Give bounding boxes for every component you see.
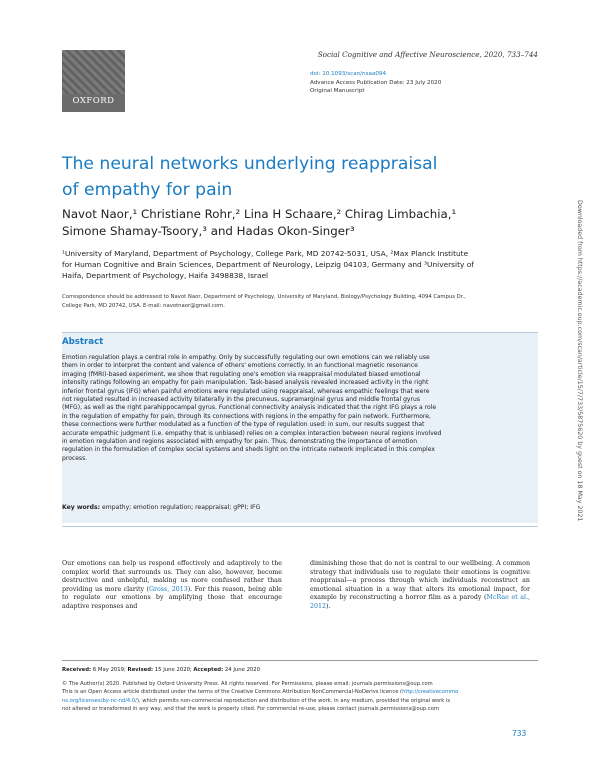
revised-label: Revised: [127, 667, 154, 673]
authors-line-1: Navot Naor,¹ Christiane Rohr,² Lina H Schaare,² Chirag Limbachia,¹ [62, 207, 457, 221]
abstract-line: not regulated resulted in increased activity bilaterally in the precuneus, supramarginal gyrus and middle frontal gyrus [62, 396, 420, 404]
body-text: diminishing those that do not is central to our wellbeing. A [310, 560, 501, 567]
accepted-date: 24 June 2020 [224, 667, 261, 673]
logo-pattern [62, 50, 125, 94]
accepted-label: Accepted: [193, 667, 224, 673]
abstract-line: inferior frontal gyrus (IFG) when painful emotions were regulated using reappraisal, whereas empathic feelings that were [62, 387, 430, 395]
copyright-line: This is an Open Access article distributed under the terms of the Creative Commons Attribution NonCommercial-NoDerivs licence ( [62, 689, 403, 696]
copyright-notice [62, 680, 540, 714]
citation-link-mcrae[interactable]: McRae et al., 2012 [310, 594, 530, 610]
abstract-line: them in order to interpret the content and valence of others' emotions correctly. In an functional magnetic resonance [62, 362, 418, 370]
affiliation-line-1: ¹University of Maryland, Department of Psychology, College Park, MD 20742-5031, USA, ²Max Planck Institute [62, 249, 469, 258]
abstract-heading: Abstract [62, 337, 104, 347]
body-text: emotional impact, for example by reconstructing a horror film [310, 585, 530, 602]
correspondence-line-1: Correspondence should be addressed to Navot Naor, Department of Psychology, University of Maryland, Biology/Psychology Building, 4094 Campus Dr., [62, 294, 466, 300]
journal-citation: Social Cognitive and Affective Neuroscience, 2020, 733–744 [317, 50, 538, 59]
page-number: 733 [512, 729, 527, 738]
abstract-line: process. [62, 454, 88, 462]
logo-text: OXFORD [72, 96, 115, 106]
affiliations [62, 248, 537, 281]
advance-access-date: Advance Access Publication Date: 23 July 2020 [310, 79, 442, 86]
footer-rule [62, 660, 538, 661]
abstract-line: (MFG), as well as the right parahippocampal gyrus. Functional connectivity analysis indicated that the right IFG plays a role [62, 404, 437, 412]
affiliation-line-2: for Human Cognitive and Brain Sciences, Department of Neurology, Leipzig 04103, Germany and ³University of [62, 260, 474, 269]
body-column-2 [310, 560, 530, 612]
abstract-line: Emotion regulation plays a central role in empathy. Only by successfully regulating our own emotions can we reliably use [62, 354, 430, 361]
copyright-line: not altered or transformed in any way, and that the work is properly cited. For commercial re-use, please contact journals.permissions@oup.com [62, 706, 439, 713]
license-link[interactable]: http://creativecommo [402, 689, 459, 696]
authors-line-2: Simone Shamay-Tsoory,³ and Hadas Okon-Singer³ [62, 223, 355, 238]
body-column-1 [62, 560, 282, 612]
copyright-line: ), which permits non-commercial reproduction and distribution of the work, in any medium, provided the original work is [136, 697, 451, 704]
oxford-logo [62, 50, 125, 112]
citation-link-gross[interactable]: Gross, 2013 [148, 585, 188, 593]
abstract-line: these connections were further modulated as a function of the type of regulation used: in sum, our results suggest that [62, 421, 425, 429]
abstract-line: in the regulation of empathy for pain, through its connections with regions in the empathy for pain network. Furthermore, [62, 412, 431, 420]
submission-dates [62, 667, 260, 673]
keywords-list: empathy; emotion regulation; reappraisal; gPPI; IFG [102, 504, 261, 511]
revised-date: 15 June 2020; [154, 667, 192, 673]
body-text: however, become destructive and unhelpful, making us more [62, 568, 283, 585]
body-text: ). For this reason, being able to regulate our emotions by [62, 585, 282, 602]
doi-link[interactable]: doi: 10.1093/scan/nsaa094 [310, 71, 387, 77]
abstract-line: regulation in the formulation of complex social systems and sheds light on the intricate network implicated in this complex [62, 446, 435, 454]
license-link[interactable]: ns.org/licenses/by-nc-nd/4.0/ [62, 697, 137, 704]
abstract-line: imaging (fMRI)-based experiment, we show that regulating one's emotion via reappraisal modulated biased emotional [62, 370, 421, 378]
article-type: Original Manuscript [310, 88, 365, 94]
abstract-line: intensity ratings following an empathy for pain manipulation. Task-based analysis revealed increased activity in the right [62, 379, 429, 387]
author-list [62, 206, 532, 239]
body-text: amplifying those that encourage adaptive responses and [62, 594, 282, 610]
received-label: Received: [62, 667, 92, 673]
body-text: as a parody ( [443, 594, 487, 602]
title-line-1: The neural networks underlying reappraisal [62, 154, 438, 174]
keywords-label: Key words: [62, 504, 101, 511]
abstract-line: accurate empathic judgment (i.e. empathy that is unbiased) relies on a complex interaction between neural regions involved [62, 429, 442, 437]
abstract-line: in emotion regulation and regions associated with empathy for pain. Thus, demonstrating the importance of emotion [62, 438, 418, 446]
abstract-bottom-rule [62, 526, 538, 527]
body-text: to the complex world that surrounds us. They can also, [62, 560, 282, 576]
correspondence [62, 293, 537, 310]
affiliation-line-3: Haifa, Department of Psychology, Haifa 3498838, Israel [62, 271, 269, 280]
title-line-2: of empathy for pain [62, 180, 233, 200]
body-text: common strategy that individuals use to regulate their emotions [310, 560, 530, 576]
copyright-line: © The Author(s) 2020. Published by Oxford University Press. All rights reserved. For Permissions, please email: journals.permissions@oup.com [62, 681, 433, 687]
body-text: is cognitive reappraisal—a process through which individuals [310, 568, 530, 585]
keywords [62, 504, 260, 511]
body-text: ). [326, 602, 331, 610]
abstract-top-rule [62, 332, 538, 333]
download-watermark-text: Downloaded from https://academic.oup.com/scan/article/15/7/733/5875620 by guest on 18 May 2021 [576, 200, 583, 522]
article-title [62, 151, 532, 203]
correspondence-line-2: College Park, MD 20742, USA. E-mail: navotnaor@gmail.com. [62, 302, 225, 309]
abstract-text [62, 354, 538, 463]
body-text: Our emotions can help us respond effectively and adaptively [62, 560, 261, 567]
body-text: confused rather than providing us more clarity ( [62, 577, 282, 593]
download-watermark [574, 200, 584, 580]
article-meta [310, 70, 441, 96]
body-text: reconstruct an emotional situation in a way that alters its [310, 577, 530, 593]
received-date: 6 May 2019; [92, 667, 126, 673]
